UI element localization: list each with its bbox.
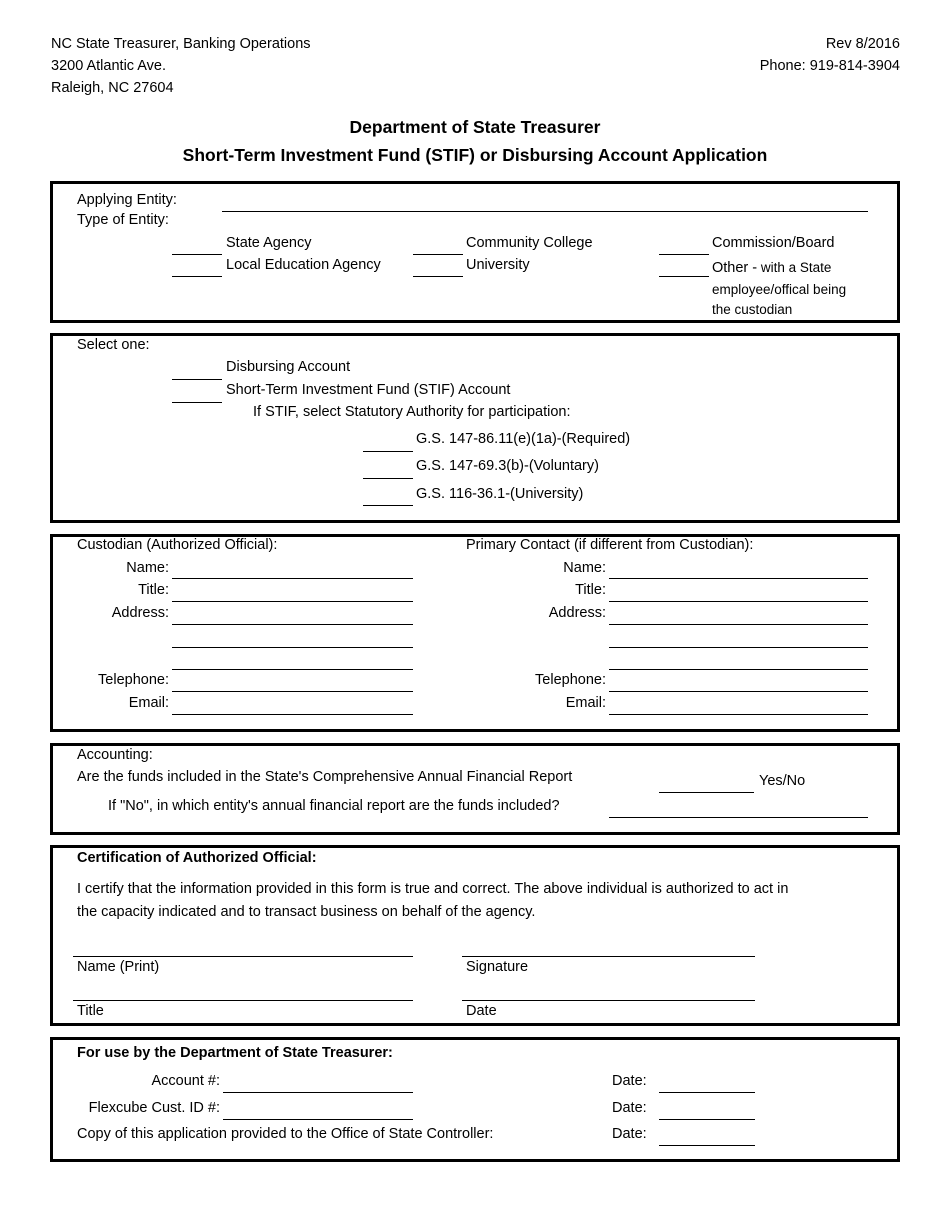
custodian-address-field-3[interactable] bbox=[172, 669, 413, 670]
revision-label: Rev 8/2016 bbox=[825, 36, 900, 52]
flexcube-date-label: Date: bbox=[612, 1100, 647, 1116]
local-education-label: Local Education Agency bbox=[226, 257, 381, 273]
dst-use-heading: For use by the Department of State Treasurer: bbox=[77, 1045, 393, 1061]
contact-title-label: Title: bbox=[575, 582, 606, 598]
other-label bbox=[712, 260, 831, 277]
custodian-telephone-label: Telephone: bbox=[98, 672, 169, 688]
authority-voluntary-blank[interactable] bbox=[363, 478, 413, 479]
certification-text-line-2: the capacity indicated and to transact business on behalf of the agency. bbox=[77, 904, 536, 920]
header-address-line-2: 3200 Atlantic Ave. bbox=[51, 58, 167, 74]
contact-address-field-1[interactable] bbox=[609, 624, 868, 625]
custodian-email-label: Email: bbox=[128, 695, 169, 711]
accounting-heading: Accounting: bbox=[77, 747, 153, 763]
flexcube-id-field[interactable] bbox=[223, 1119, 413, 1120]
custodian-address-field-2[interactable] bbox=[172, 647, 413, 648]
yes-no-label: Yes/No bbox=[759, 773, 806, 789]
custodian-name-label: Name: bbox=[126, 560, 169, 576]
custodian-address-label: Address: bbox=[111, 605, 169, 621]
certification-text-line-1: I certify that the information provided in this form is true and correct. The above individual is authorized to act in bbox=[77, 881, 789, 897]
authority-university-label: G.S. 116-36.1-(University) bbox=[416, 486, 584, 502]
other-label-main: Other - bbox=[712, 260, 758, 276]
authority-required-label: G.S. 147-86.11(e)(1a)-(Required) bbox=[416, 431, 631, 447]
contact-address-label: Address: bbox=[548, 605, 606, 621]
community-college-label: Community College bbox=[466, 235, 593, 251]
custodian-telephone-field[interactable] bbox=[172, 691, 413, 692]
contact-address-field-3[interactable] bbox=[609, 669, 868, 670]
applying-entity-field[interactable] bbox=[222, 211, 868, 212]
custodian-title-field[interactable] bbox=[172, 601, 413, 602]
entity-type-label: Type of Entity: bbox=[77, 212, 169, 228]
certification-heading: Certification of Authorized Official: bbox=[77, 850, 317, 866]
controller-date-field[interactable] bbox=[659, 1145, 755, 1146]
page-title: Department of State Treasurer bbox=[349, 117, 601, 137]
contact-name-label: Name: bbox=[563, 560, 606, 576]
community-college-blank[interactable] bbox=[413, 254, 463, 255]
authority-university-blank[interactable] bbox=[363, 505, 413, 506]
custodian-heading: Custodian (Authorized Official): bbox=[77, 537, 278, 553]
custodian-title-label: Title: bbox=[138, 582, 169, 598]
contact-telephone-label: Telephone: bbox=[535, 672, 606, 688]
official-title-label: Title bbox=[77, 1003, 104, 1019]
contact-heading: Primary Contact (if different from Custodian): bbox=[466, 537, 754, 553]
commission-board-label: Commission/Board bbox=[712, 235, 835, 251]
disbursing-label: Disbursing Account bbox=[226, 359, 351, 375]
yes-no-field[interactable] bbox=[659, 792, 754, 793]
university-label: University bbox=[466, 257, 530, 273]
contact-name-field[interactable] bbox=[609, 578, 868, 579]
commission-board-blank[interactable] bbox=[659, 254, 709, 255]
contact-email-label: Email: bbox=[565, 695, 606, 711]
other-blank[interactable] bbox=[659, 276, 709, 277]
state-agency-label: State Agency bbox=[226, 235, 312, 251]
local-education-blank[interactable] bbox=[172, 276, 222, 277]
signature-field[interactable] bbox=[462, 956, 755, 957]
page-subtitle: Short-Term Investment Fund (STIF) or Disbursing Account Application bbox=[182, 145, 768, 165]
official-title-field[interactable] bbox=[73, 1000, 413, 1001]
other-label-rest: with a State bbox=[757, 260, 832, 275]
accounting-question: Are the funds included in the State's Comprehensive Annual Financial Report bbox=[77, 769, 573, 785]
select-one-label: Select one: bbox=[77, 337, 150, 353]
header-address-line-1: NC State Treasurer, Banking Operations bbox=[51, 36, 311, 52]
account-date-label: Date: bbox=[612, 1073, 647, 1089]
custodian-name-field[interactable] bbox=[172, 578, 413, 579]
contact-address-field-2[interactable] bbox=[609, 647, 868, 648]
controller-copy-label: Copy of this application provided to the Office of State Controller: bbox=[77, 1126, 494, 1142]
disbursing-blank[interactable] bbox=[172, 379, 222, 380]
other-label-line-3: the custodian bbox=[712, 302, 793, 317]
other-entity-report-field[interactable] bbox=[609, 817, 868, 818]
authority-required-blank[interactable] bbox=[363, 451, 413, 452]
flexcube-date-field[interactable] bbox=[659, 1119, 755, 1120]
custodian-email-field[interactable] bbox=[172, 714, 413, 715]
state-agency-blank[interactable] bbox=[172, 254, 222, 255]
contact-telephone-field[interactable] bbox=[609, 691, 868, 692]
accounting-followup: If "No", in which entity's annual financial report are the funds included? bbox=[108, 798, 560, 814]
university-blank[interactable] bbox=[413, 276, 463, 277]
stif-authority-note: If STIF, select Statutory Authority for participation: bbox=[253, 404, 571, 420]
custodian-address-field-1[interactable] bbox=[172, 624, 413, 625]
flexcube-id-label: Flexcube Cust. ID #: bbox=[88, 1100, 220, 1116]
account-number-label: Account #: bbox=[151, 1073, 220, 1089]
controller-date-label: Date: bbox=[612, 1126, 647, 1142]
certification-date-field[interactable] bbox=[462, 1000, 755, 1001]
phone-label: Phone: 919-814-3904 bbox=[759, 58, 900, 74]
account-date-field[interactable] bbox=[659, 1092, 755, 1093]
certification-section bbox=[50, 845, 900, 1026]
header-address-line-3: Raleigh, NC 27604 bbox=[51, 80, 174, 96]
certification-date-label: Date bbox=[466, 1003, 497, 1019]
name-print-field[interactable] bbox=[73, 956, 413, 957]
stif-blank[interactable] bbox=[172, 402, 222, 403]
stif-label: Short-Term Investment Fund (STIF) Account bbox=[226, 382, 511, 398]
contact-email-field[interactable] bbox=[609, 714, 868, 715]
applying-entity-label: Applying Entity: bbox=[77, 192, 177, 208]
contacts-section bbox=[50, 534, 900, 732]
account-number-field[interactable] bbox=[223, 1092, 413, 1093]
signature-label: Signature bbox=[466, 959, 529, 975]
contact-title-field[interactable] bbox=[609, 601, 868, 602]
authority-voluntary-label: G.S. 147-69.3(b)-(Voluntary) bbox=[416, 458, 599, 474]
other-label-line-2: employee/offical being bbox=[712, 282, 847, 297]
name-print-label: Name (Print) bbox=[77, 959, 160, 975]
